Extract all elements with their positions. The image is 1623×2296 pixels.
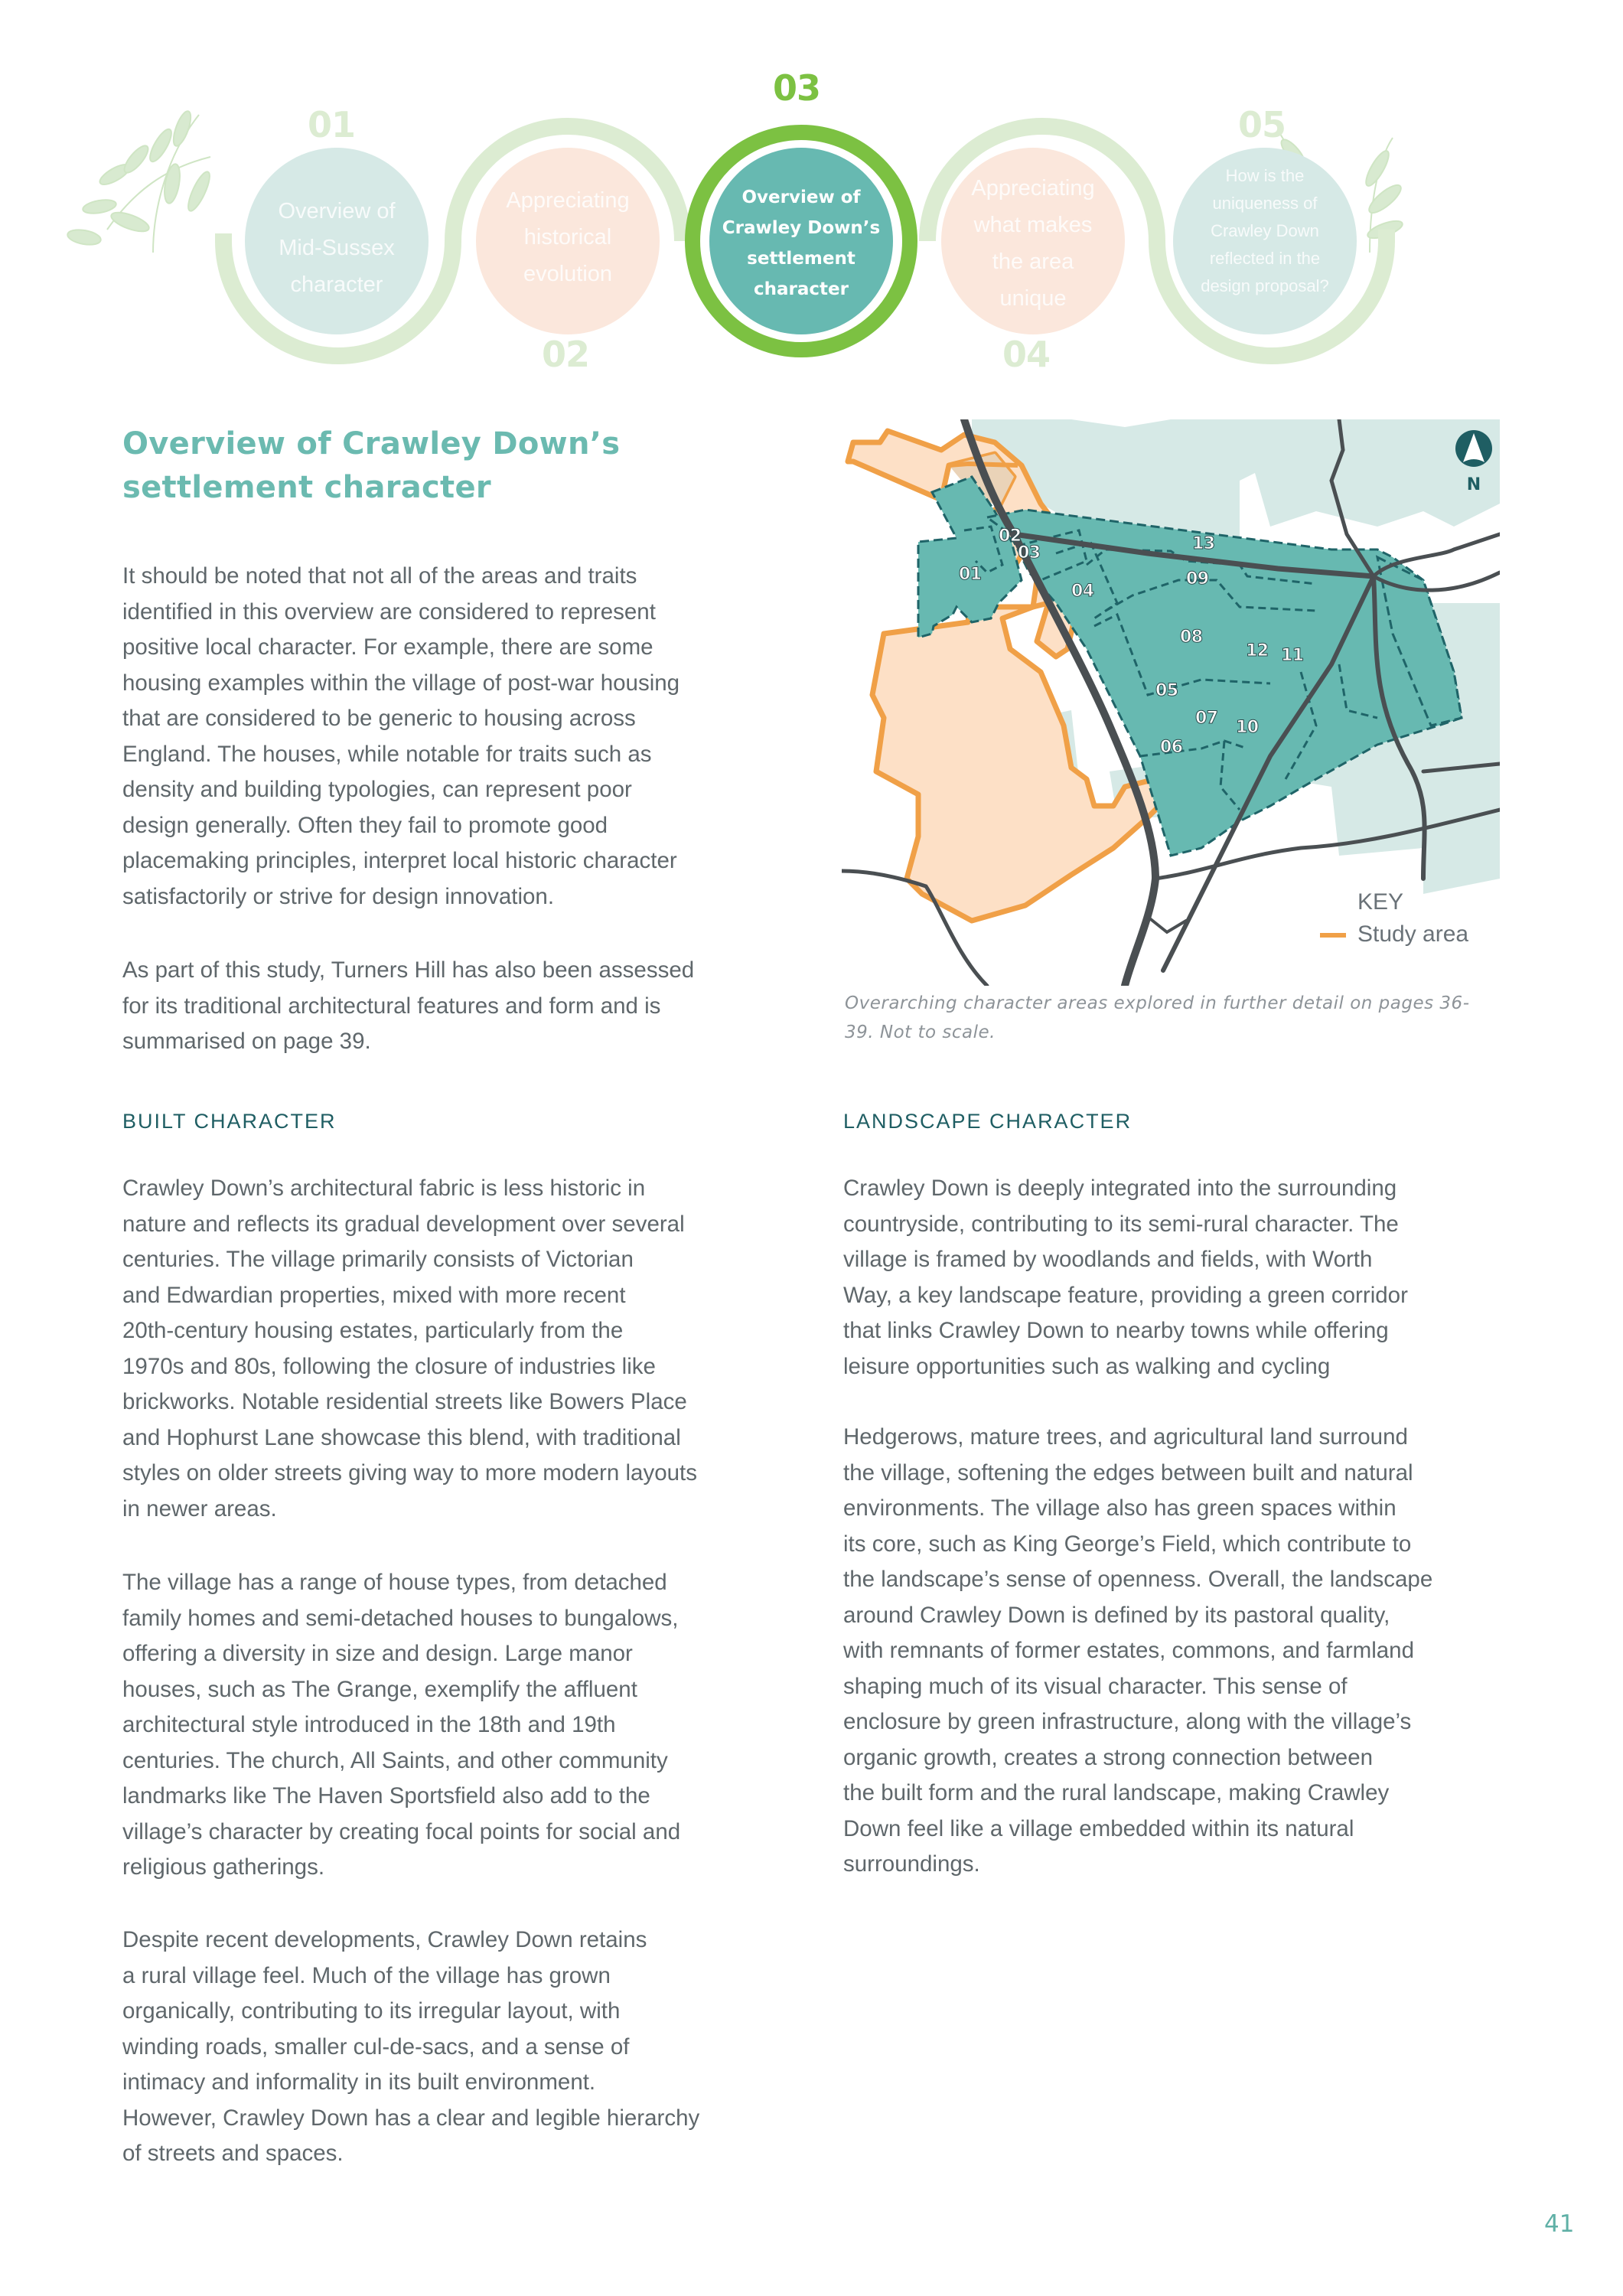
area-label-10: 10 xyxy=(1236,718,1259,737)
step-04-link[interactable] xyxy=(949,170,1117,317)
text-line: its core, such as King George’s Field, which contribute to xyxy=(843,1531,1412,1557)
page-title-line: settlement character xyxy=(122,470,491,505)
intro-paragraph-1 xyxy=(122,559,796,915)
text-line: design generally. Often they fail to promote good xyxy=(122,812,608,838)
area-label-11: 11 xyxy=(1281,646,1304,665)
text-line: organic growth, creates a strong connection between xyxy=(843,1744,1374,1770)
step-02-label-line: historical xyxy=(523,225,612,249)
text-line: environments. The village also has green spaces within xyxy=(843,1495,1396,1521)
text-line: the landscape’s sense of openness. Overall, the landscape xyxy=(843,1567,1433,1592)
text-line: that links Crawley Down to nearby towns while offering xyxy=(843,1318,1389,1343)
step-04-label-line: the area xyxy=(992,249,1074,274)
area-label-09: 09 xyxy=(1186,569,1209,589)
step-01-link[interactable] xyxy=(253,193,421,303)
step-03-link[interactable] xyxy=(709,182,893,305)
text-line: that are considered to be generic to housing across xyxy=(122,706,636,731)
map-key-study-area: Study area xyxy=(1357,921,1469,947)
step-04-number: 04 xyxy=(1002,334,1051,375)
landscape-paragraph-1 xyxy=(843,1171,1517,1384)
text-line: architectural style introduced in the 18th and 19th xyxy=(122,1712,616,1737)
step-04-label-line: unique xyxy=(999,286,1067,311)
text-line: As part of this study, Turners Hill has also been assessed xyxy=(122,957,695,983)
character-areas-map xyxy=(842,419,1500,986)
text-line: intimacy and informality in its built environment. xyxy=(122,2069,596,2095)
text-line: leisure opportunities such as walking and cycling xyxy=(843,1353,1331,1379)
area-label-04: 04 xyxy=(1071,582,1094,601)
page-number: 41 xyxy=(1544,2210,1575,2238)
text-line: 1970s and 80s, following the closure of industries like xyxy=(122,1353,656,1379)
text-line: nature and reflects its gradual development over several xyxy=(122,1211,685,1237)
step-05-link[interactable] xyxy=(1181,162,1349,300)
step-03-label-line: settlement xyxy=(747,249,855,269)
area-label-01: 01 xyxy=(959,565,982,584)
area-label-12: 12 xyxy=(1246,641,1269,660)
text-line: the village, softening the edges between built and natural xyxy=(843,1459,1413,1486)
step-02-link[interactable] xyxy=(484,182,652,292)
area-label-13: 13 xyxy=(1192,534,1215,553)
text-line: around Crawley Down is defined by its pastoral quality, xyxy=(843,1602,1390,1628)
text-line: brickworks. Notable residential streets like Bowers Place xyxy=(122,1389,687,1414)
text-line: countryside, contributing to its semi-rural character. The xyxy=(843,1211,1399,1237)
text-line: centuries. The village primarily consists of Victorian xyxy=(122,1247,634,1272)
text-line: centuries. The church, All Saints, and other community xyxy=(122,1747,668,1773)
text-line: of streets and spaces. xyxy=(122,2141,344,2166)
map-caption-line: Overarching character areas explored in further detail on pages 36- xyxy=(845,993,1470,1013)
page-title xyxy=(122,422,781,510)
text-line: landmarks like The Haven Sportsfield also add to the xyxy=(122,1783,650,1808)
landscape-paragraph-2 xyxy=(843,1420,1517,1883)
text-line: for its traditional architectural features and form and is xyxy=(122,993,661,1019)
built-character-heading: BUILT CHARACTER xyxy=(122,1110,337,1133)
area-label-07: 07 xyxy=(1195,709,1218,728)
step-04-label-line: what makes xyxy=(973,213,1093,237)
text-line: village is framed by woodlands and fields, with Worth xyxy=(843,1247,1373,1272)
landscape-character-heading: LANDSCAPE CHARACTER xyxy=(843,1110,1133,1133)
text-line: Hedgerows, mature trees, and agricultural land surround xyxy=(843,1424,1408,1450)
text-line: identified in this overview are considered to represent xyxy=(122,598,656,625)
text-line: positive local character. For example, there are some xyxy=(122,634,653,660)
step-05-label-line: Crawley Down xyxy=(1211,221,1319,240)
text-line: family homes and semi-detached houses to bungalows, xyxy=(122,1605,679,1631)
text-line: However, Crawley Down has a clear and legible hierarchy xyxy=(122,2105,700,2131)
step-01-label-line: character xyxy=(290,272,383,297)
step-01-number: 01 xyxy=(308,104,356,145)
text-line: Down feel like a village embedded within its natural xyxy=(843,1815,1354,1841)
study-area-swatch-icon xyxy=(1320,933,1346,938)
text-line: and Edwardian properties, mixed with more recent xyxy=(122,1282,626,1308)
text-line: organically, contributing to its irregular layout, with xyxy=(122,1998,621,2024)
step-03-number: 03 xyxy=(773,67,821,109)
intro-paragraph-2 xyxy=(122,953,796,1060)
step-05-label-line: uniqueness of xyxy=(1212,194,1318,213)
built-paragraph-3 xyxy=(122,1923,796,2172)
text-line: It should be noted that not all of the areas and traits xyxy=(122,563,637,589)
step-01-label-line: Overview of xyxy=(278,199,396,223)
step-05-label-line: How is the xyxy=(1225,166,1305,185)
step-03-label-line: character xyxy=(754,279,849,299)
text-line: shaping much of its visual character. This sense of xyxy=(843,1673,1348,1699)
text-line: summarised on page 39. xyxy=(122,1029,371,1054)
text-line: 20th-century housing estates, particularly from the xyxy=(122,1318,624,1343)
area-label-05: 05 xyxy=(1155,681,1178,700)
built-paragraph-1 xyxy=(122,1171,796,1527)
text-line: houses, such as The Grange, exemplify the affluent xyxy=(122,1676,637,1702)
chapter-progress-nav xyxy=(0,0,1623,398)
area-label-08: 08 xyxy=(1180,628,1203,647)
step-05-label-line: reflected in the xyxy=(1209,249,1321,268)
svg-text:N: N xyxy=(1466,475,1481,494)
text-line: a rural village feel. Much of the village has grown xyxy=(122,1962,611,1988)
text-line: and Hophurst Lane showcase this blend, with traditional xyxy=(122,1424,681,1450)
text-line: the built form and the rural landscape, making Crawley xyxy=(843,1780,1390,1805)
text-line: Crawley Down’s architectural fabric is less historic in xyxy=(122,1176,646,1201)
text-line: density and building typologies, can represent poor xyxy=(122,777,632,802)
text-line: housing examples within the village of post-war housing xyxy=(122,670,680,696)
text-line: religious gatherings. xyxy=(122,1854,325,1880)
text-line: village’s character by creating focal points for social and xyxy=(122,1818,681,1844)
text-line: Crawley Down is deeply integrated into the surrounding xyxy=(843,1176,1397,1201)
text-line: styles on older streets giving way to more modern layouts xyxy=(122,1460,697,1486)
map-caption-line: 39. Not to scale. xyxy=(845,1022,996,1042)
leaf-decoration-left-icon xyxy=(67,109,213,253)
text-line: enclosure by green infrastructure, along with the village’s xyxy=(843,1709,1412,1734)
step-05-label-line: design proposal? xyxy=(1201,276,1329,295)
built-paragraph-2 xyxy=(122,1565,796,1886)
area-label-02: 02 xyxy=(999,527,1022,546)
step-04-label-line: Appreciating xyxy=(971,176,1095,201)
map-caption xyxy=(845,989,1533,1047)
text-line: placemaking principles, interpret local historic character xyxy=(122,848,677,873)
step-05-number: 05 xyxy=(1238,104,1286,145)
step-02-label-line: evolution xyxy=(523,262,613,286)
step-01-label-line: Mid-Sussex xyxy=(279,236,395,260)
text-line: surroundings. xyxy=(843,1851,980,1877)
text-line: The village has a range of house types, from detached xyxy=(122,1570,667,1595)
area-label-06: 06 xyxy=(1160,738,1183,757)
text-line: England. The houses, while notable for traits such as xyxy=(122,741,652,767)
text-line: Despite recent developments, Crawley Down retains xyxy=(122,1927,647,1952)
step-02-label-line: Appreciating xyxy=(506,188,630,213)
text-line: offering a diversity in size and design. Large manor xyxy=(122,1641,633,1666)
step-03-label-line: Crawley Down’s xyxy=(722,218,881,238)
text-line: Way, a key landscape feature, providing a green corridor xyxy=(843,1282,1408,1308)
map-key-title: KEY xyxy=(1357,889,1404,915)
text-line: winding roads, smaller cul-de-sacs, and a sense of xyxy=(122,2033,630,2060)
text-line: with remnants of former estates, commons, and farmland xyxy=(843,1638,1414,1663)
text-line: in newer areas. xyxy=(122,1495,277,1521)
text-line: satisfactorily or strive for design innovation. xyxy=(122,883,555,909)
area-label-03: 03 xyxy=(1018,543,1041,563)
page-title-line: Overview of Crawley Down’s xyxy=(122,426,621,461)
step-03-label-line: Overview of xyxy=(741,188,861,207)
step-02-number: 02 xyxy=(542,334,590,375)
